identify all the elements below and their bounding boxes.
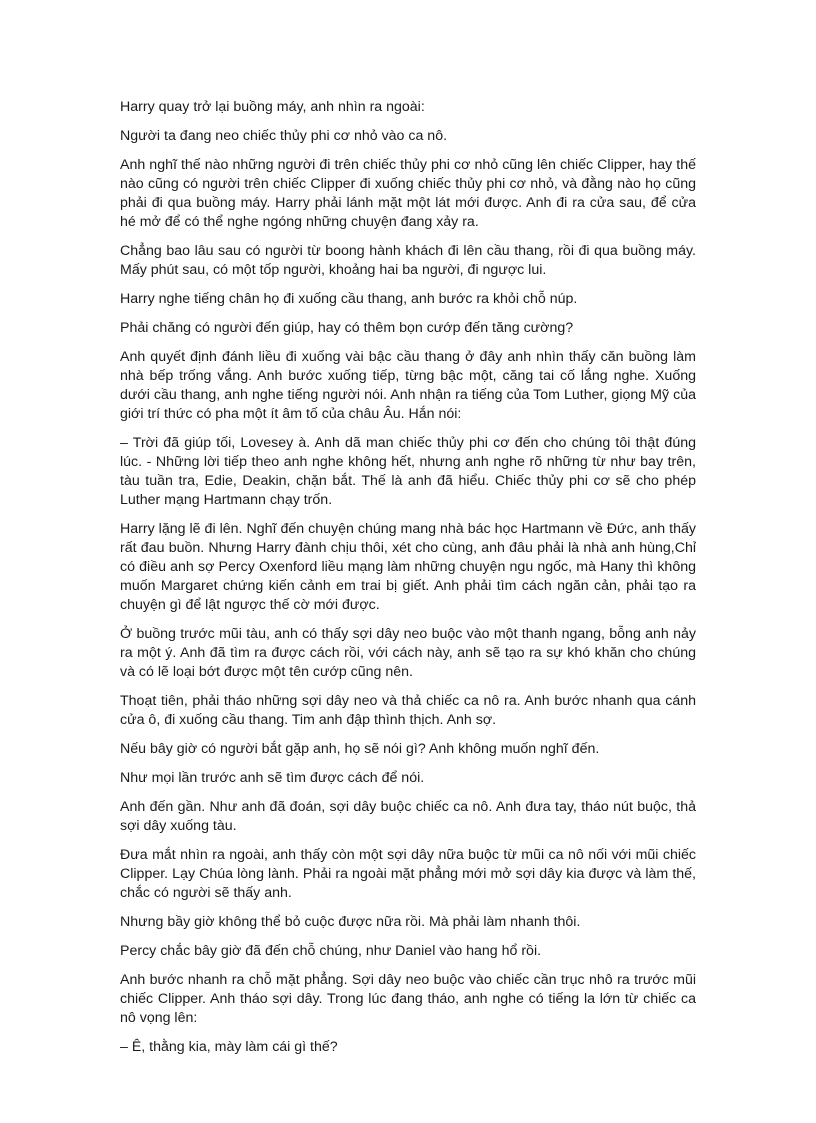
paragraph: Ở buồng trước mũi tàu, anh có thấy sợi dây neo buộc vào một thanh ngang, bỗng anh nảy ra một ý. Anh đã tìm ra được cách rồi, với cách này, anh sẽ tạo ra sự khó khăn cho chúng và có lẽ loại bớt được một tên cướp cũng nên. [120, 626, 696, 680]
paragraph: Anh đến gần. Như anh đã đoán, sợi dây buộc chiếc ca nô. Anh đưa tay, tháo nút buộc, thả sợi dây xuống tàu. [120, 799, 696, 834]
paragraph: Harry lặng lẽ đi lên. Nghĩ đến chuyện chúng mang nhà bác học Hartmann về Đức, anh thấy rất đau buồn. Nhưng Harry đành chịu thôi, xét cho cùng, anh đâu phải là nhà anh hùng,Chỉ có điều anh sợ Percy Oxenford liều mạng làm những chuyện ngu ngốc, mà Hany thì không muốn Margaret chứng kiến cảnh em trai bị giết. Anh phải tìm cách ngăn cản, phải tạo ra chuyện gì để lật ngược thế cờ mới được. [120, 521, 696, 613]
paragraph: Percy chắc bây giờ đã đến chỗ chúng, như Daniel vào hang hổ rồi. [120, 943, 542, 959]
paragraph: Chẳng bao lâu sau có người từ boong hành khách đi lên cầu thang, rồi đi qua buồng máy. Mấy phút sau, có một tốp người, khoảng hai ba người, đi ngược lui. [120, 243, 696, 278]
paragraph: Anh quyết định đánh liều đi xuống vài bậc cầu thang ở đây anh nhìn thấy căn buồng làm nhà bếp trống vắng. Anh bước xuống tiếp, từng bậc một, căng tai cố lắng nghe. Xuống dưới cầu thang, anh nghe tiếng người nói. Anh nhận ra tiếng của Tom Luther, giọng Mỹ của giới trí thức có pha một ít âm tố của châu Âu. Hắn nói: [120, 349, 696, 422]
paragraph: Harry nghe tiếng chân họ đi xuống cầu thang, anh bước ra khỏi chỗ núp. [120, 291, 578, 307]
paragraph: Nếu bây giờ có người bắt gặp anh, họ sẽ nói gì? Anh không muốn nghĩ đến. [120, 741, 600, 757]
paragraph: Thoạt tiên, phải tháo những sợi dây neo và thả chiếc ca nô ra. Anh bước nhanh qua cánh cửa ô, đi xuống cầu thang. Tim anh đập thình thịch. Anh sợ. [120, 693, 696, 728]
paragraph: – Ê, thằng kia, mày làm cái gì thế? [120, 1039, 338, 1055]
paragraph: Đưa mắt nhìn ra ngoài, anh thấy còn một sợi dây nữa buộc từ mũi ca nô nối với mũi chiếc Clipper. Lạy Chúa lòng lành. Phải ra ngoài mặt phẳng mới mở sợi dây kia được và làm thế, chắc có người sẽ thấy anh. [120, 847, 696, 901]
paragraph: Anh bước nhanh ra chỗ mặt phẳng. Sợi dây neo buộc vào chiếc cần trục nhô ra trước mũi chiếc Clipper. Anh tháo sợi dây. Trong lúc đang tháo, anh nghe có tiếng la lớn từ chiếc ca nô vọng lên: [120, 972, 696, 1026]
paragraph: Như mọi lần trước anh sẽ tìm được cách để nói. [120, 770, 425, 786]
document-page [120, 98, 696, 1067]
paragraph: Anh nghĩ thế nào những người đi trên chiếc thủy phi cơ nhỏ cũng lên chiếc Clipper, hay thế nào cũng có người trên chiếc Clipper đi xuống chiếc thủy phi cơ nhỏ, và đằng nào họ cũng phải đi qua buồng máy. Harry phải lánh mặt một lát mới được. Anh đi ra cửa sau, để cửa hé mở để có thể nghe ngóng những chuyện đang xảy ra. [120, 157, 696, 230]
paragraph: Phải chăng có người đến giúp, hay có thêm bọn cướp đến tăng cường? [120, 320, 574, 336]
paragraph: Người ta đang neo chiếc thủy phi cơ nhỏ vào ca nô. [120, 128, 448, 144]
paragraph: – Trời đã giúp tối, Lovesey à. Anh dã man chiếc thủy phi cơ đến cho chúng tôi thật đúng lúc. - Những lời tiếp theo anh nghe không hết, nhưng anh nghe rõ những từ như bay trên, tàu tuần tra, Edie, Deakin, chặn bắt. Thế là anh đã hiểu. Chiếc thủy phi cơ sẽ cho phép Luther mạng Hartmann chạy trốn. [120, 435, 696, 508]
paragraph: Nhưng bầy giờ không thể bỏ cuộc được nữa rồi. Mà phải làm nhanh thôi. [120, 914, 581, 930]
paragraph: Harry quay trở lại buồng máy, anh nhìn ra ngoài: [120, 99, 425, 115]
